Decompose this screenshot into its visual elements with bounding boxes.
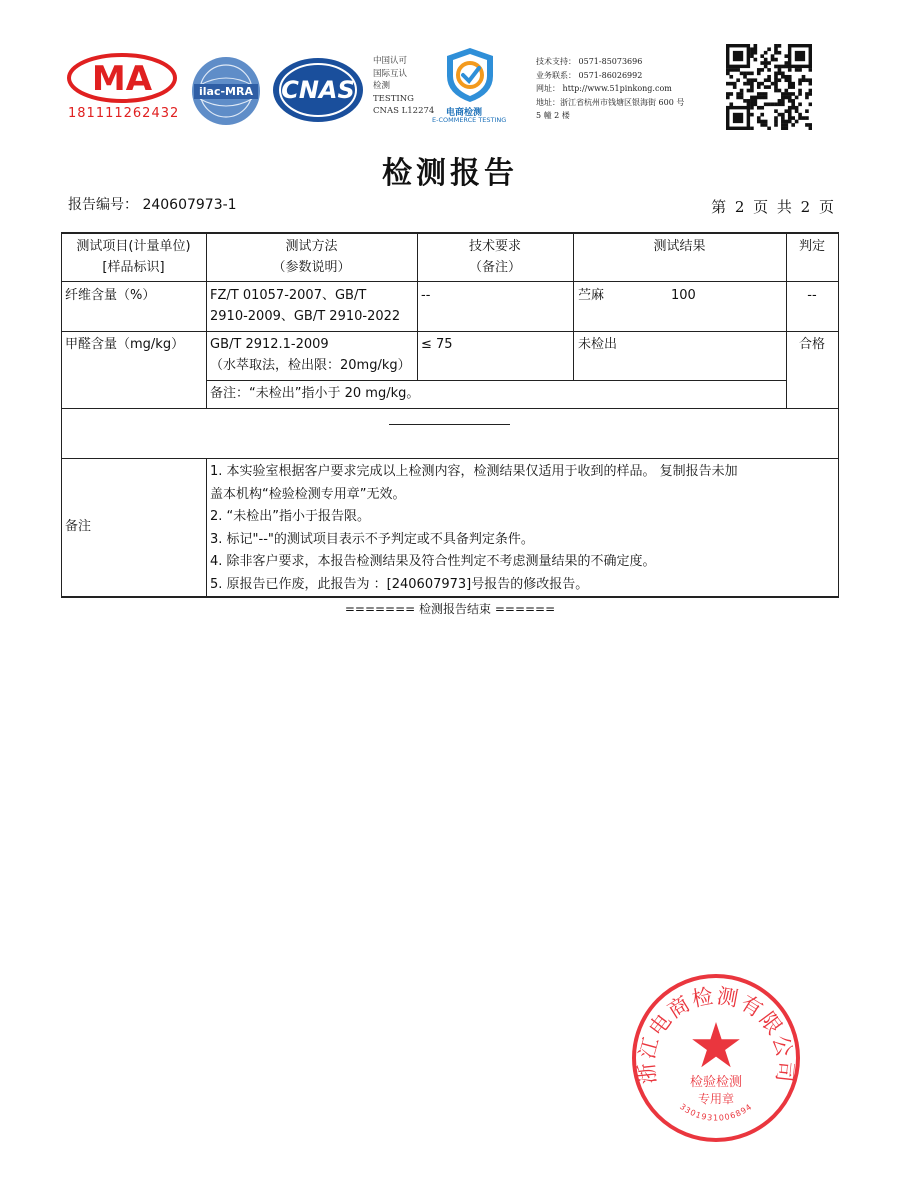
qr-code-icon[interactable] — [726, 44, 812, 130]
report-end-mark: ======= 检测报告结束 ====== — [344, 602, 556, 616]
header-requirement — [417, 236, 573, 278]
header-item-label: 测试项目(计量单位) — [76, 239, 191, 254]
row2-requirement: ≤ 75 — [421, 337, 453, 352]
row2-method-line: GB/T 2912.1-2009 — [210, 337, 329, 352]
row1-method — [210, 285, 400, 327]
row1-requirement: -- — [421, 288, 431, 303]
seal-star-icon — [692, 1022, 740, 1067]
header-judgement: 判定 — [798, 239, 825, 254]
row2-result-name: 未检出 — [578, 337, 618, 352]
remark-item: 2. “未检出”指小于报告限。 — [210, 509, 371, 524]
report-number: 报告编号： 240607973-1 — [68, 197, 237, 213]
cnas-note — [373, 55, 434, 118]
contact-info — [536, 55, 684, 123]
header-method-label: 测试方法 — [285, 239, 338, 254]
seal-company: 浙江电商检测有限公司 — [634, 983, 798, 1086]
ecommerce-shield-icon — [443, 46, 497, 104]
header-result: 测试结果 — [653, 239, 706, 254]
remark-item: 盖本机构“检验检测专用章”无效。 — [210, 486, 406, 502]
header-item-sublabel: [样品标识] — [102, 260, 165, 275]
cnas-note-line: CNAS L12274 — [373, 106, 435, 116]
section-divider — [389, 424, 510, 425]
seal-purpose-line2: 专用章 — [697, 1092, 735, 1106]
remark-item: 4. 除非客户要求，本报告检测结果及符合性判定不考虑测量结果的不确定度。 — [210, 554, 656, 569]
row2-note: 备注：“未检出”指小于 20 mg/kg。 — [210, 386, 420, 401]
row1-result-name: 苎麻 — [578, 288, 605, 303]
row2-method — [210, 334, 411, 376]
page-title: 检测报告 — [382, 156, 518, 191]
remark-item: 1. 本实验室根据客户要求完成以上检测内容，检测结果仅适用于收到的样品。 复制报告未加 — [210, 464, 738, 479]
row2-item: 甲醛含量（mg/kg） — [65, 337, 185, 352]
cnas-note-line: TESTING — [373, 93, 414, 104]
contact-website: 网址： http://www.51pinkong.com — [536, 84, 672, 94]
ecommerce-testing-cn: 电商检测 — [446, 108, 483, 118]
contact-tech-support: 技术支持： 0571-85073696 — [536, 57, 643, 66]
ecommerce-testing-en: E-COMMERCE TESTING — [432, 116, 507, 124]
row1-method-line: FZ/T 01057-2007、GB/T — [210, 288, 367, 303]
row1-method-line: 2910-2009、GB/T 2910-2022 — [210, 309, 401, 324]
header-requirement-label: 技术要求 — [468, 239, 521, 254]
row2-method-line: （水萃取法，检出限：20mg/kg） — [210, 358, 411, 373]
remarks-label: 备注 — [65, 519, 92, 534]
header-item — [61, 236, 206, 278]
seal-number: 3301931006894 — [678, 1101, 754, 1123]
cma-logo — [66, 52, 178, 104]
cnas-label: CNAS — [281, 76, 355, 104]
row2-judgement: 合格 — [798, 337, 825, 352]
cma-number: 181111262432 — [68, 106, 180, 121]
remark-item: 5. 原报告已作废，此报告为 ：[240607973]号报告的修改报告。 — [210, 576, 589, 592]
header-method-sublabel: （参数说明） — [272, 260, 351, 275]
cnas-note-line: 中国认可 — [373, 56, 408, 66]
contact-business: 业务联系： 0571-86026992 — [536, 70, 643, 80]
ilac-mra-label: ilac-MRA — [199, 85, 253, 98]
page-info: 第 2 页 共 2 页 — [711, 198, 836, 216]
contact-address: 地址：浙江省杭州市钱塘区银海街 600 号 — [536, 97, 685, 107]
official-seal — [630, 972, 802, 1144]
svg-text:MA: MA — [91, 59, 153, 99]
cnas-note-line: 国际互认 — [373, 68, 408, 79]
cnas-note-line: 检测 — [373, 81, 391, 91]
seal-purpose-line1: 检验检测 — [689, 1075, 743, 1090]
header-method — [206, 236, 417, 278]
row1-judgement: -- — [807, 288, 817, 303]
remarks-list — [210, 461, 738, 596]
row1-result-value: 100 — [671, 288, 696, 303]
remark-item: 3. 标记"--"的测试项目表示不予判定或不具备判定条件。 — [210, 531, 534, 547]
contact-address-line2: 5 幢 2 楼 — [536, 111, 570, 121]
header-requirement-sublabel: （备注） — [468, 260, 521, 275]
row1-item: 纤维含量（%） — [65, 288, 156, 303]
